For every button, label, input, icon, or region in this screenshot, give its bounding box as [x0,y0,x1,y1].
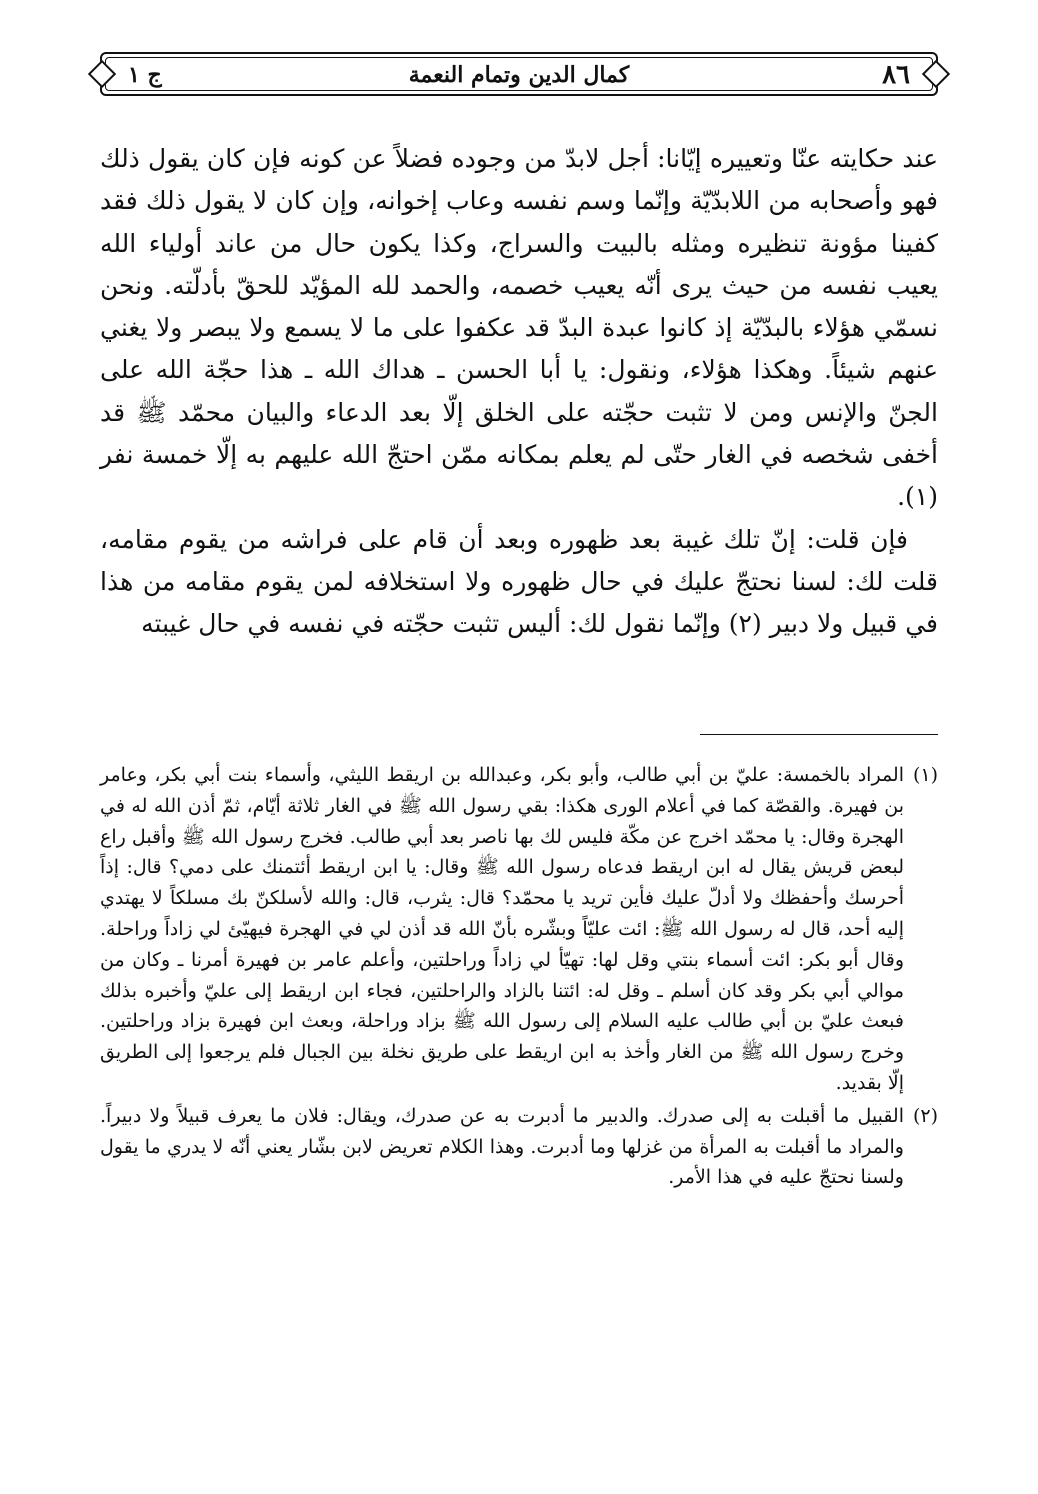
footnote [100,760,938,1099]
footnote-number: (١) [912,764,938,786]
running-header [100,52,938,96]
footnote [100,1101,938,1193]
footnote-text: المراد بالخمسة: عليّ بن أبي طالب، وأبو بكر، وعبدالله بن اريقط الليثي، وأسماء بنت أبي بكر، وعامر بن فهيرة. والقصّة كما في أعلام الورى هكذا: بقي رسول الله ﷺ في الغار ثلاثة أيّام، ثمّ أذن الله له في الهجرة وقال: يا محمّد اخرج عن مكّة فليس لك بها ناصر بعد أبي طالب. فخرج رسول الله ﷺ وأقبل راع لبعض قريش يقال له ابن اريقط فدعاه رسول الله ﷺ وقال: يا ابن اريقط أئتمنك على دمي؟ قال: إذاً أحرسك وأحفظك ولا أدلّ عليك فأين تريد يا محمّد؟ قال: يثرب، قال: والله لأسلكنّ بك مسلكاً لا يهتدي إليه أحد، قال له رسول الله ﷺ: ائت عليّاً وبشّره بأنّ الله قد أذن لي في الهجرة فيهيّئ لي زاداً وراحلة. وقال أبو بكر: ائت أسماء بنتي وقل لها: تهيّأ لي زاداً وراحلتين، وأعلم عامر بن فهيرة أمرنا ـ وكان من موالي أبي بكر وقد كان أسلم ـ وقل له: ائتنا بالزاد والراحلتين، فجاء ابن اريقط إلى عليّ وأخبره بذلك فبعث عليّ بن أبي طالب عليه السلام إلى رسول الله ﷺ بزاد وراحلة، وبعث ابن فهيرة بزاد وراحلتين. وخرج رسول الله ﷺ من الغار وأخذ به ابن اريقط على طريق نخلة بين الجبال فلم يرجعوا إلى الطريق إلّا بقديد. [100,764,904,1094]
volume-label: ج ١ [128,62,162,88]
footnote-number: (٢) [912,1104,938,1127]
book-title: كمال الدين وتمام النعمة [408,62,630,88]
main-text [100,138,938,646]
page-number: ٨٦ [882,60,910,90]
footnote-text: القبيل ما أقبلت به إلى صدرك. والدبير ما أدبرت به عن صدرك، ويقال: فلان ما يعرف قبيلاً ولا دبيراً. والمراد ما أقبلت به المرأة من غزلها وما أدبرت. وهذا الكلام تعريض لابن بشّار يعني أنّه لا يدري ما يقول ولسنا نحتجّ عليه في هذا الأمر. [100,1104,904,1189]
paragraph: عند حكايته عنّا وتعييره إيّانا: أجل لابدّ من وجوده فضلاً عن كونه فإن كان يقول ذلك فهو وأصحابه من اللابدّيّة وإنّما وسم نفسه وعاب إخوانه، وإن كان لا يقول ذلك فقد كفينا مؤونة تنظيره ومثله بالبيت والسراج، وكذا يكون حال من عاند أولياء الله يعيب نفسه من حيث يرى أنّه يعيب خصمه، والحمد لله المؤيّد للحقّ بأدلّته. ونحن نسمّي هؤلاء بالبدّيّة إذ كانوا عبدة البدّ قد عكفوا على ما لا يسمع ولا يبصر ولا يغني عنهم شيئاً. وهكذا هؤلاء، ونقول: يا أبا الحسن ـ هداك الله ـ هذا حجّة الله على الجنّ والإنس ومن لا تثبت حجّته على الخلق إلّا بعد الدعاء والبيان محمّد ﷺ قد أخفى شخصه في الغار حتّى لم يعلم بمكانه ممّن احتجّ الله عليهم به إلّا خمسة نفر (١). [100,144,938,512]
footnote-separator [700,734,938,735]
footnotes [100,760,938,1195]
paragraph: فإن قلت: إنّ تلك غيبة بعد ظهوره وبعد أن قام على فراشه من يقوم مقامه، قلت لك: لسنا نحتجّ عليك في حال ظهوره ولا استخلافه لمن يقوم مقامه من هذا في قبيل ولا دبير (٢) وإنّما نقول لك: أليس تثبت حجّته في نفسه في حال غيبته [100,524,938,639]
